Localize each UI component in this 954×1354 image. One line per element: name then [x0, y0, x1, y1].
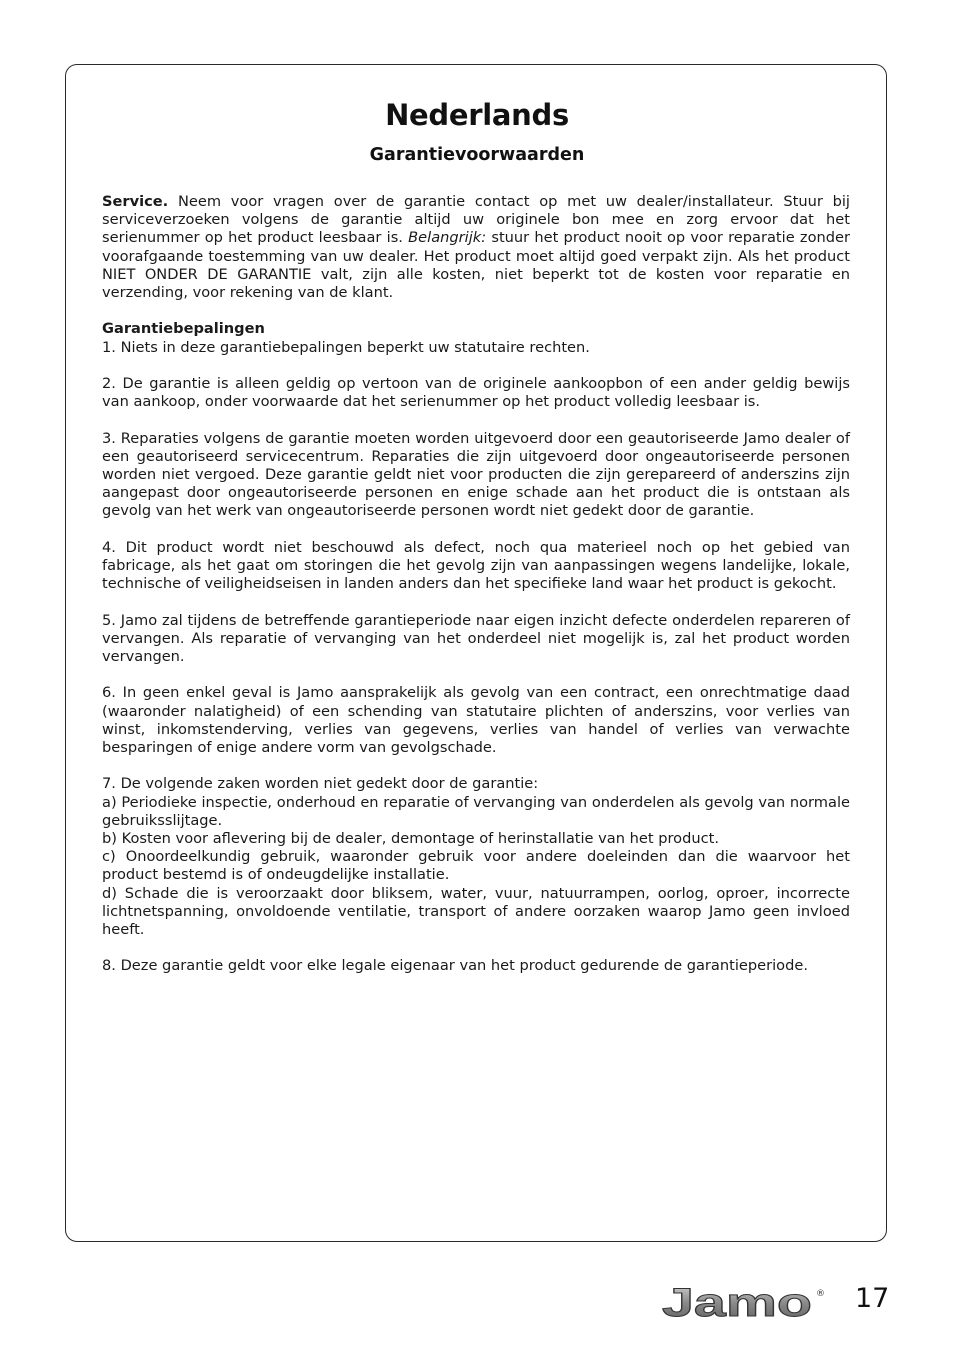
page-title: Nederlands — [385, 98, 569, 132]
service-text-2: stuur het product nooit op voor reparatie zonder voorafgaande toestemming van uw dealer. Het product moet altijd goed verpakt zijn. Als het product NIET ONDER DE GARANTIE valt, zijn alle kosten, niet beperkt tot de kosten voor reparatie en verzending, voor rekening van de klant. — [102, 229, 850, 302]
jamo-logo — [660, 1282, 826, 1324]
provision-item-5: 5. Jamo zal tijdens de betreffende garantieperiode naar eigen inzicht defecte onderdelen repareren of vervangen. Als reparatie of vervanging van het onderdeel niet mogelijk is, zal het product worden vervangen. — [102, 611, 850, 665]
provision-item-7d: d) Schade die is veroorzaakt door bliksem, water, vuur, natuurrampen, oorlog, oproer, incorrecte lichtnetspanning, onvoldoende ventilatie, transport of andere oorzaken waarop Jamo geen invloed heeft. — [102, 884, 850, 939]
provisions-heading-text: Garantiebepalingen — [102, 320, 265, 338]
provision-item-7c: c) Onoordeelkundig gebruik, waaronder gebruik voor andere doeleinden dan die waarvoor het product bestemd is of ondeugdelijke installatie. — [102, 848, 850, 884]
provision-item-2: 2. De garantie is alleen geldig op vertoon van de originele aankoopbon of een ander geldig bewijs van aankoop, onder voorwaarde dat het serienummer op het product volledig leesbaar is. — [102, 375, 850, 411]
provision-item-8: 8. Deze garantie geldt voor elke legale eigenaar van het product gedurende de garantieperiode. — [102, 957, 808, 975]
provision-item-7-intro: 7. De volgende zaken worden niet gedekt door de garantie: — [102, 775, 539, 793]
provision-item-7b: b) Kosten voor aflevering bij de dealer, demontage of herinstallatie van het product. — [102, 830, 719, 847]
registered-mark: ® — [816, 1289, 825, 1299]
service-label: Service. — [102, 193, 169, 210]
provision-item-1: 1. Niets in deze garantiebepalingen beperkt uw statutaire rechten. — [102, 338, 590, 356]
page-number: 17 — [855, 1283, 890, 1314]
important-label: Belangrijk: — [408, 229, 487, 247]
service-text-1: Neem voor vragen over de garantie contact op met uw dealer/installateur. Stuur bij serviceverzoeken volgens de garantie altijd uw originele bon mee en zorg ervoor dat het serienummer op het product leesbaar is. — [102, 193, 850, 247]
provision-item-6: 6. In geen enkel geval is Jamo aansprakelijk als gevolg van een contract, een onrechtmatige daad (waaronder nalatigheid) of een schending van statutaire plichten of anderszins, voor verlies van winst, inkomstenderving, verlies van gegevens, verlies van handel of verlies van verwachte besparingen of enige andere vorm van gevolgschade. — [102, 684, 850, 756]
body-text — [102, 193, 850, 994]
provision-item-4: 4. Dit product wordt niet beschouwd als defect, noch qua materieel noch op het gebied van fabricage, als het gaat om storingen die het gevolg zijn van aanpassingen wegens landelijke, lokale, technische of veiligheidseisen in landen anders dan het specifieke land waar het product is gekocht. — [102, 538, 850, 593]
service-paragraph — [102, 193, 850, 302]
provision-item-7a: a) Periodieke inspectie, onderhoud en reparatie of vervanging van onderdelen als gevolg van normale gebruiksslijtage. — [102, 793, 850, 829]
provisions-heading — [102, 320, 850, 338]
page-subtitle: Garantievoorwaarden — [369, 145, 585, 165]
logo-wordmark: Jamo — [662, 1282, 812, 1324]
provision-item-3: 3. Reparaties volgens de garantie moeten worden uitgevoerd door een geautoriseerde Jamo dealer of een geautoriseerd servicecentrum. Reparaties die zijn uitgevoerd door ongeautoriseerde personen worden niet vergoed. Deze garantie geldt niet voor producten die zijn gerepareerd of anderszins zijn aangepast door ongeautoriseerde personen en enige schade aan het product die is ontstaan als gevolg van het werk van ongeautoriseerde personen wordt niet gedekt door de garantie. — [102, 429, 850, 520]
